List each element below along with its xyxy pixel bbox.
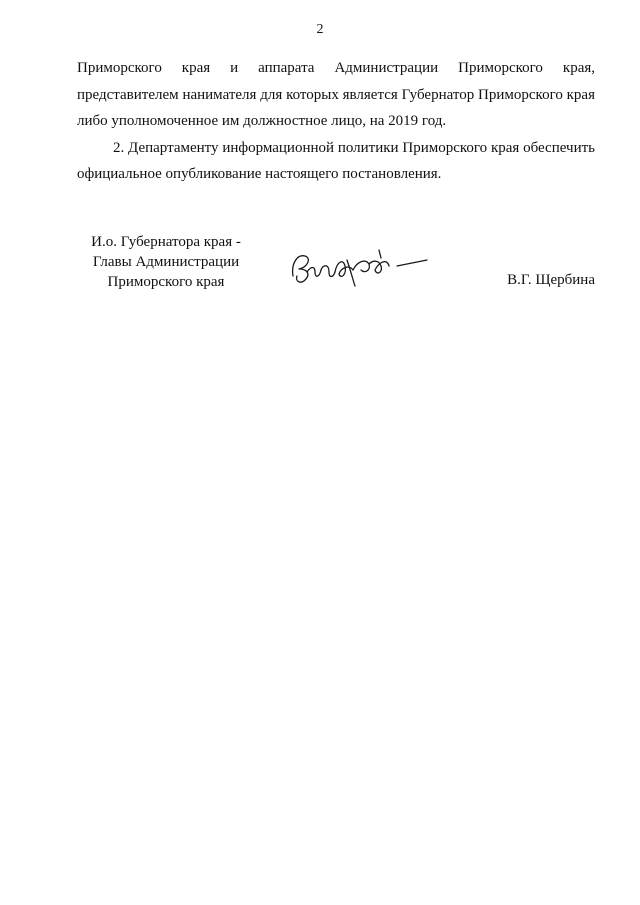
signatory-position-line: Главы Администрации (92, 254, 240, 270)
signatory-name: В.Г. Щербина (507, 272, 595, 288)
signatory-position-line: Приморского края (107, 274, 225, 290)
paragraph-continuation: Приморского края и аппарата Администрации Приморского края, представителем нанимателя для которых является Губернатор Приморского края либо уполномоченное им должностное лицо, на 2019 год. (77, 60, 595, 129)
signatory-position (66, 232, 266, 292)
page-number: 2 (316, 22, 324, 37)
signature-block (0, 232, 640, 302)
document-body (77, 55, 595, 188)
paragraph-publication-order: 2. Департаменту информационной политики Приморского края обеспечить официальное опубликование настоящего постановления. (77, 139, 595, 182)
handwritten-signature-icon (285, 242, 435, 290)
signatory-position-line: И.о. Губернатора края - (91, 234, 241, 250)
